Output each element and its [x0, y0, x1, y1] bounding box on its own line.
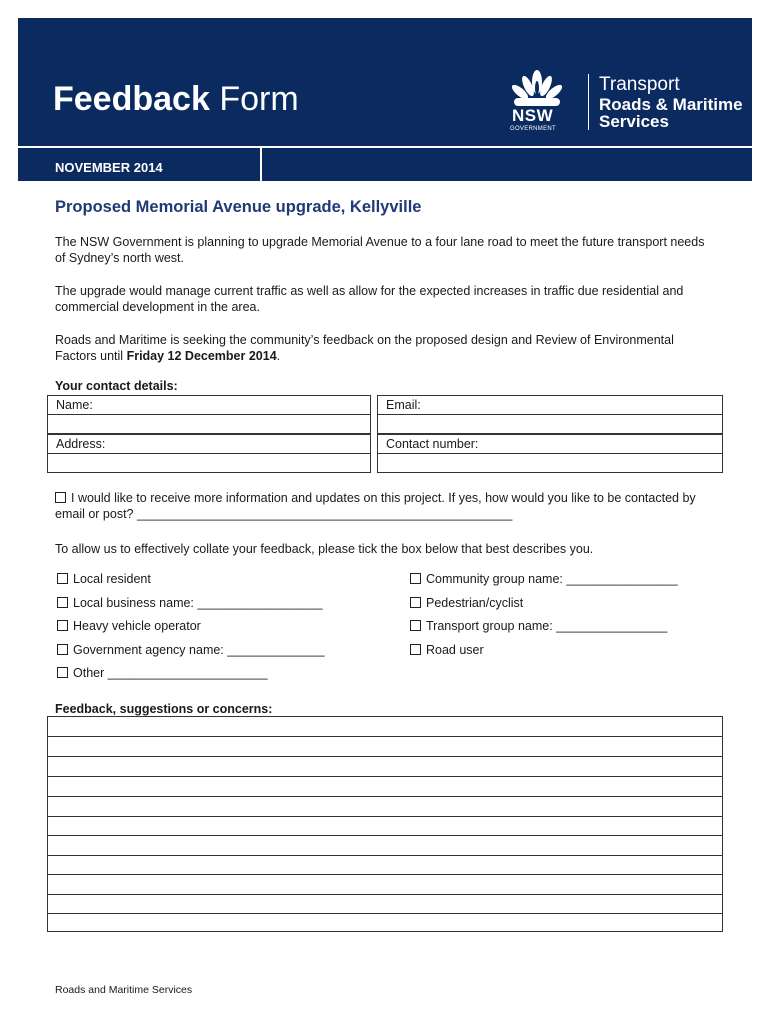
option-road-user[interactable] [410, 643, 484, 657]
checkbox[interactable] [410, 620, 421, 631]
option-local-business[interactable] [57, 596, 323, 610]
option-label: Heavy vehicle operator [73, 619, 201, 633]
checkbox[interactable] [57, 597, 68, 608]
name-label: Name: [56, 398, 93, 412]
feedback-line [48, 736, 722, 737]
logo-roads-maritime: Roads & Maritime [599, 95, 743, 114]
logo-transport: Transport [599, 74, 680, 95]
publication-date: NOVEMBER 2014 [55, 160, 163, 175]
logo-divider [588, 74, 589, 130]
feedback-line [48, 816, 722, 817]
checkbox[interactable] [410, 573, 421, 584]
option-transport-group[interactable] [410, 619, 667, 633]
address-label: Address: [56, 437, 106, 451]
para3-text: Roads and Maritime is seeking the community’s feedback on the proposed design and Review of Environmental Factors until [55, 333, 674, 363]
checkbox[interactable] [57, 644, 68, 655]
feedback-line [48, 835, 722, 836]
feedback-line [48, 894, 722, 895]
phone-field[interactable] [377, 453, 723, 473]
more-info-option [55, 490, 720, 522]
name-label-cell [47, 395, 371, 415]
waratah-icon [508, 68, 566, 110]
feedback-line [48, 756, 722, 757]
checkbox[interactable] [410, 644, 421, 655]
option-label: Pedestrian/cyclist [426, 596, 524, 610]
nsw-transport-logo [508, 68, 743, 134]
option-heavy-vehicle[interactable] [57, 619, 201, 633]
intro-paragraph-3 [55, 332, 715, 364]
footer-text: Roads and Maritime Services [55, 984, 193, 996]
feedback-line [48, 874, 722, 875]
more-info-checkbox[interactable] [55, 492, 66, 503]
address-field[interactable] [47, 453, 371, 473]
option-label: Other _______________________ [73, 666, 268, 680]
feedback-line [48, 796, 722, 797]
deadline-date: Friday 12 December 2014 [126, 349, 277, 363]
title-light: Form [219, 80, 299, 118]
header-date-divider [260, 148, 262, 181]
feedback-line [48, 913, 722, 914]
logo-services: Services [599, 112, 669, 131]
project-heading: Proposed Memorial Avenue upgrade, Kellyville [55, 198, 422, 216]
option-label: Road user [426, 643, 484, 657]
checkbox[interactable] [57, 573, 68, 584]
option-government-agency[interactable] [57, 643, 325, 657]
email-label: Email: [386, 398, 421, 412]
option-other[interactable] [57, 666, 268, 680]
option-label: Government agency name: ______________ [73, 643, 325, 657]
phone-label-cell [377, 434, 723, 454]
header-divider [18, 146, 752, 148]
phone-label: Contact number: [386, 437, 479, 451]
option-label: Local resident [73, 572, 151, 586]
collate-instruction: To allow us to effectively collate your feedback, please tick the box below that best describes you. [55, 542, 594, 556]
title-bold: Feedback [53, 80, 210, 118]
checkbox[interactable] [410, 597, 421, 608]
feedback-line [48, 776, 722, 777]
email-label-cell [377, 395, 723, 415]
intro-paragraph-2: The upgrade would manage current traffic as well as allow for the expected increases in traffic due residential and commercial development in the area. [55, 284, 684, 314]
feedback-area[interactable] [47, 716, 723, 932]
checkbox[interactable] [57, 667, 68, 678]
header-banner [18, 18, 752, 181]
more-info-text: I would like to receive more information and updates on this project. If yes, how would you like to be contacted by email or post? ______________________________________________________ [55, 491, 696, 521]
intro-paragraph-1: The NSW Government is planning to upgrade Memorial Avenue to a four lane road to meet the future transport needs of Sydney’s north west. [55, 235, 705, 265]
feedback-label: Feedback, suggestions or concerns: [55, 702, 273, 716]
option-label: Community group name: ________________ [426, 572, 678, 586]
name-field[interactable] [47, 414, 371, 434]
para3-end: . [276, 349, 281, 363]
page-title [53, 80, 299, 119]
option-community-group[interactable] [410, 572, 678, 586]
option-label: Local business name: __________________ [73, 596, 323, 610]
contact-details-label: Your contact details: [55, 379, 178, 393]
checkbox[interactable] [57, 620, 68, 631]
feedback-line [48, 855, 722, 856]
email-field[interactable] [377, 414, 723, 434]
option-local-resident[interactable] [57, 572, 151, 586]
option-label: Transport group name: ________________ [426, 619, 668, 633]
logo-nsw: NSW [512, 106, 554, 125]
option-pedestrian-cyclist[interactable] [410, 596, 523, 610]
logo-government: GOVERNMENT [510, 126, 557, 132]
address-label-cell [47, 434, 371, 454]
